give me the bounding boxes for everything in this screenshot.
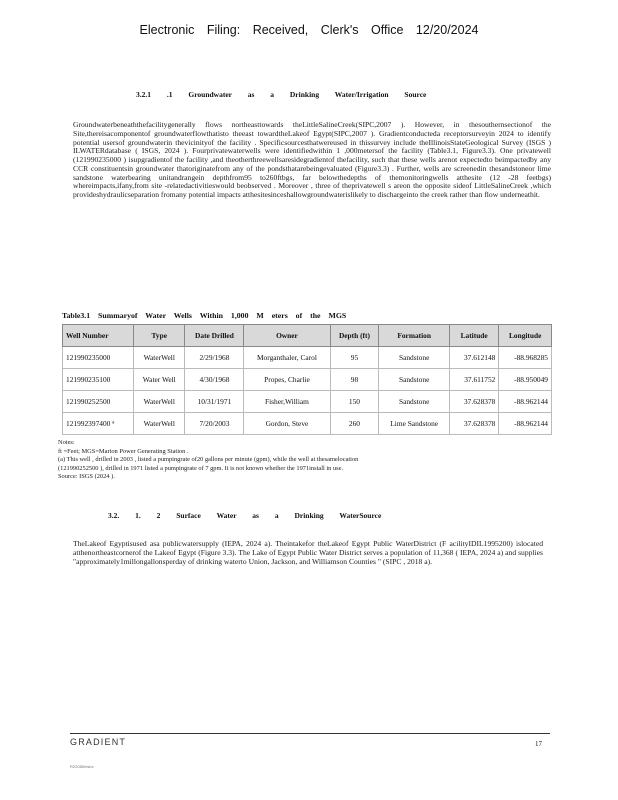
column-header: Depth (ft): [330, 325, 379, 347]
table-cell: 2/29/1968: [185, 347, 244, 369]
table-cell: Gordon, Steve: [244, 413, 330, 435]
table-cell: WaterWell: [134, 413, 185, 435]
water-wells-table: [62, 324, 552, 435]
table-row: [63, 369, 552, 391]
footer-divider: [70, 733, 550, 734]
table-row: [63, 413, 552, 435]
column-header: Date Drilled: [185, 325, 244, 347]
table-cell: -88.968285: [499, 347, 552, 369]
column-header: Well Number: [63, 325, 134, 347]
table-cell: -88.950049: [499, 369, 552, 391]
column-header: Type: [134, 325, 185, 347]
table-cell: 10/31/1971: [185, 391, 244, 413]
table-cell: Fisher,William: [244, 391, 330, 413]
note-line: ft =Feet; MGS=Marion Power Generating Station .: [58, 447, 189, 455]
table-cell: 260: [330, 413, 379, 435]
column-header: Latitude: [449, 325, 498, 347]
table-cell: Sandstone: [379, 369, 450, 391]
document-code: R22085\rlsbx: [70, 764, 94, 769]
table-cell: 121990235100: [63, 369, 134, 391]
filing-header: Electronic Filing: Received, Clerk's Office 12/20/2024: [139, 23, 479, 37]
note-line: (121990252500 ), drilled in 1971 listed a pumpingrate of 7 gpm. It is not known whether the 1971install in use.: [58, 464, 344, 472]
table-caption: Table3.1 Summaryof Water Wells Within 1,000 M eters of the MGS: [62, 311, 347, 320]
note-line: (a) This well , drilled in 2003 , listed a pumpingrate of20 gallons per minute (gpm), while the well at thesamelocation: [58, 456, 359, 464]
table-cell: 98: [330, 369, 379, 391]
table-cell: Sandstone: [379, 347, 450, 369]
gradient-logo: GRADIENT: [70, 737, 127, 747]
table-cell: 150: [330, 391, 379, 413]
note-source: Source: ISGS (2024 ).: [58, 473, 115, 481]
section-heading-groundwater: 3.2.1 .1 Groundwater as a Drinking Water/Irrigation Source: [136, 90, 427, 99]
table-cell: 37.628378: [449, 413, 498, 435]
column-header: Longitude: [499, 325, 552, 347]
table-cell: 95: [330, 347, 379, 369]
notes-label: Notes:: [58, 439, 75, 446]
table-cell: -88.962144: [499, 413, 552, 435]
table-cell: 121990235000: [63, 347, 134, 369]
table-cell: 4/30/1968: [185, 369, 244, 391]
table-row: [63, 391, 552, 413]
surface-water-paragraph: TheLakeof Egyptisused asa publicwatersupply (IEPA, 2024 a). Theintakefor theLakeof Egypt Public WaterDistrict (F acilityIDIL1995200) islocated atthenortheastcornerof the Lakeof Egypt (Figure 3.3). The Lake of Egypt Public Water District serves a population of 11,368 ( IEPA, 2024 a) and supplies "approximately1millongallonsperday of drinking waterto Union, Jackson, and Williamson Counties " (SIPC , 2018 a).: [73, 539, 543, 566]
section-heading-surface-water: 3.2. 1. 2 Surface Water as a Drinking WaterSource: [108, 511, 382, 520]
table-cell: 121992397400 ª: [63, 413, 134, 435]
table-notes: [58, 439, 358, 482]
table-cell: 121990252500: [63, 391, 134, 413]
table-cell: WaterWell: [134, 347, 185, 369]
table-cell: Water Well: [134, 369, 185, 391]
table-cell: 7/20/2003: [185, 413, 244, 435]
table-cell: Morganthaler, Carol: [244, 347, 330, 369]
table-cell: 37.628378: [449, 391, 498, 413]
groundwater-paragraph: Groundwaterbeneaththefacilitygenerally flows northeasttowards theLittleSalineCreek(SIPC,2007 ). However, in thesouthernsectionof the Site,thereisacomponentof groundwaterflowthatisto theeast towardtheLakeof Egypt(SIPC,2007 ). Gradientconducteda receptorsurveyin 2024 to identify potential usersof groundwaterin thevicinityof the facility . Specificsourcesthatwereused in thissurvey include theIllinoisStateGeological Survey (ISGS ) ILWATERdatabase ( ISGS, 2024 ). Fourprivatewaterwells were identifiedwithin 1 ,000metersof the facility (Table3.1, Figure3.3). One privatewell (121990235000 ) isupgradientof the facility ,and theotherthreewellsaresidegradientof thefacility, such that these wells arenot expectedto beimpactedby any CCR constituentsin groundwater thatoriginatefrom any of the pondsthatarebeingevaluated (Figure3.3) . Further, wells are screenedin thesandstoneor lime sandstone waterbearing unitandrangein depthfrom95 to260ftbgs, far belowthedepths of themonitoringwells atthesite (12 -28 feetbgs) whereimpacts,ifany,from site -relatedactivitieswould beobserved . Moreover , three of theprivatewell s areon the opposite sideof LittleSalineCreek ,which provideshydraulicseparation fromany potential impacts atthesitesinceshallowgroundwaterislikely to dischargeinto the creek rather than flow underneathit.: [73, 120, 551, 199]
table-cell: Propes, Charlie: [244, 369, 330, 391]
table-cell: 37.611752: [449, 369, 498, 391]
column-header: Owner: [244, 325, 330, 347]
column-header: Formation: [379, 325, 450, 347]
table-header-row: [63, 325, 552, 347]
table-row: [63, 347, 552, 369]
table-cell: 37.612148: [449, 347, 498, 369]
table-cell: -88.962144: [499, 391, 552, 413]
table-cell: WaterWell: [134, 391, 185, 413]
table-cell: Sandstone: [379, 391, 450, 413]
page-number: 17: [535, 740, 542, 748]
table-cell: Lime Sandstone: [379, 413, 450, 435]
